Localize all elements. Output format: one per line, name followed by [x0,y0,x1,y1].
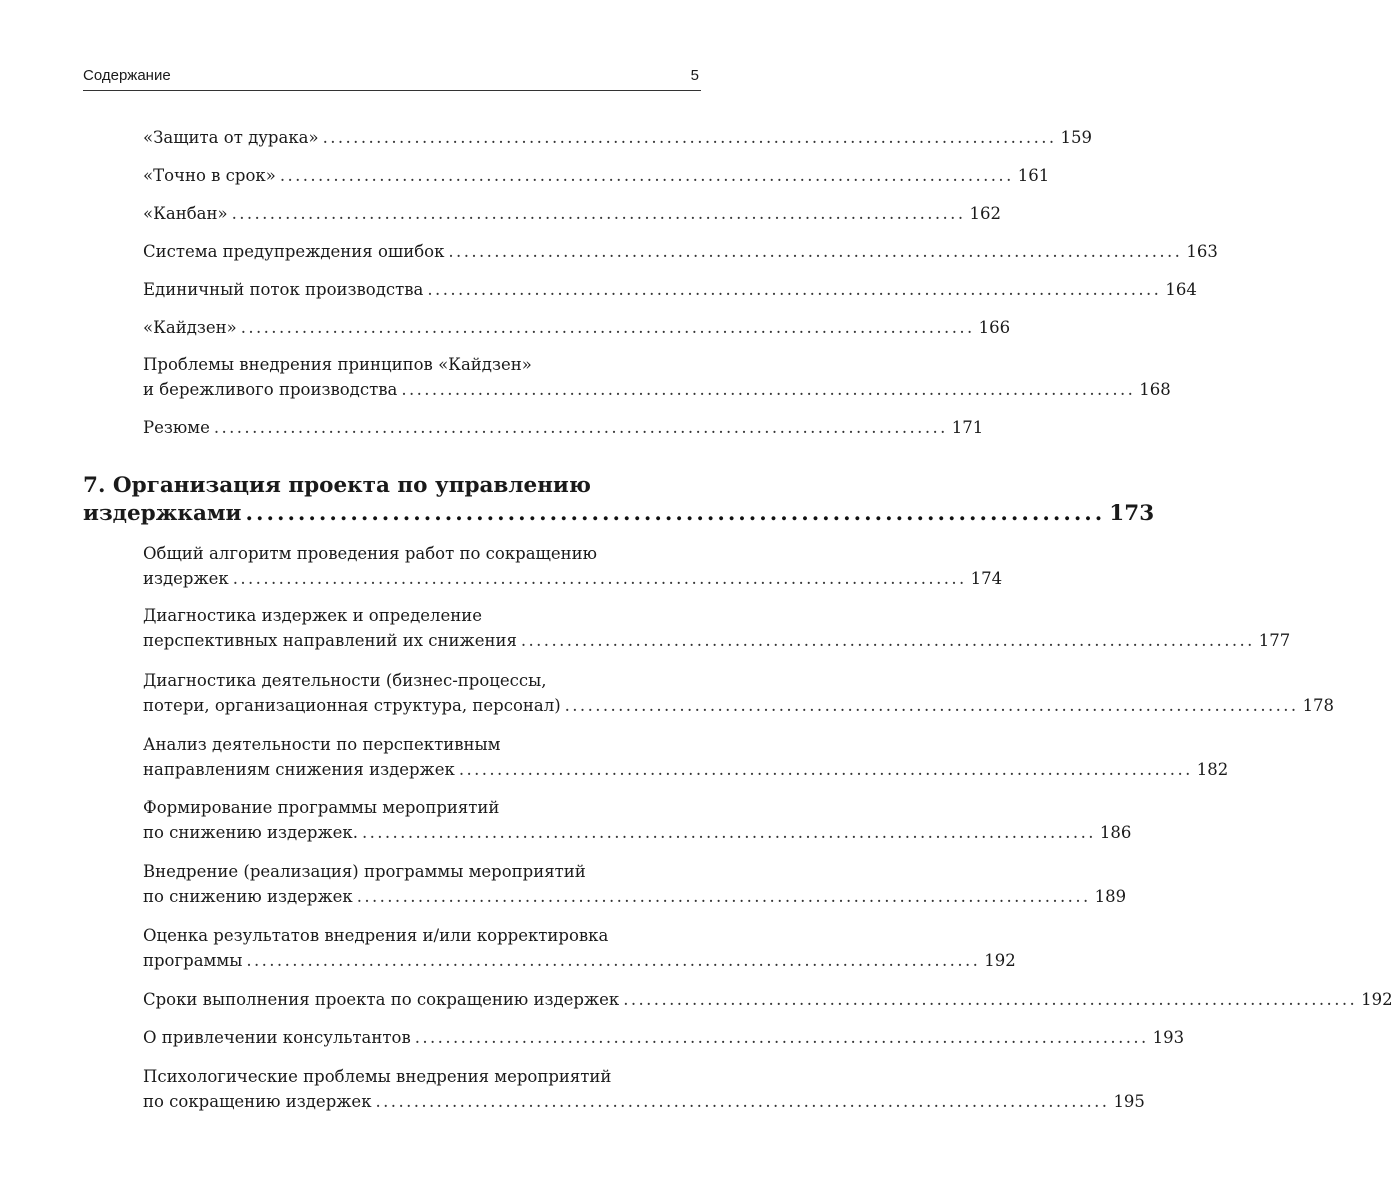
toc-entry-title: Общий алгоритм проведения работ по сокращению [143,544,597,563]
toc-entry-title: Диагностика деятельности (бизнес-процессы, [143,671,547,690]
dot-leader: ................................................................................................ [322,128,1057,147]
toc-entry[interactable] [143,280,1197,305]
toc-entry[interactable] [143,990,1393,1015]
toc-chapter-heading[interactable] [83,473,1155,529]
toc-entry[interactable] [143,166,1050,191]
dot-leader: ................................................................................................ [414,1028,1149,1047]
toc-entry[interactable] [143,355,1171,405]
toc-entry-title: «Канбан» [143,204,228,223]
toc-entry-page: 163 [1186,242,1218,261]
dot-leader: ................................................................................................ [240,318,975,337]
dot-leader: ................................................................................................ [246,951,981,970]
toc-entry-title: Формирование программы мероприятий [143,798,500,817]
toc-entry-title: Диагностика издержек и определение [143,606,482,625]
toc-entry-title: «Защита от дурака» [143,128,319,147]
toc-entry-title-cont: направлениям снижения издержек [143,760,455,779]
toc-entry[interactable] [143,1067,1145,1117]
dot-leader: ................................................................................................ [427,280,1162,299]
dot-leader: ................................................................................................ [401,380,1136,399]
toc-entry-title: «Кайдзен» [143,318,237,337]
chapter-title: 7. Организация проекта по управлению [83,473,591,498]
toc-entry-page: 189 [1094,887,1127,906]
toc-entry-page: 192 [1361,990,1393,1009]
toc-entry-title: Внедрение (реализация) программы мероприятий [143,862,586,881]
toc-entry-title: Резюме [143,418,210,437]
toc-entry-title: Сроки выполнения проекта по сокращению издержек [143,990,620,1009]
toc-entry-page: 174 [970,569,1003,588]
toc-entry[interactable] [143,242,1218,267]
toc-entry-title: «Точно в срок» [143,166,276,185]
toc-entry-page: 161 [1017,166,1050,185]
toc-entry-title: Психологические проблемы внедрения мероприятий [143,1067,612,1086]
toc-entry-title-cont: по снижению издержек [143,887,353,906]
dot-leader: ................................................................................................ [458,760,1193,779]
toc-entry-title: Единичный поток производства [143,280,424,299]
toc-entry[interactable] [143,544,1003,594]
dot-leader: ................................................................................................ [564,696,1299,715]
toc-entry-page: 186 [1099,823,1132,842]
toc-entry-page: 168 [1139,380,1171,399]
toc-entry-title: Анализ деятельности по перспективным [143,735,501,754]
toc-entry-title-cont: по сокращению издержек [143,1092,372,1111]
toc-entry[interactable] [143,735,1229,785]
toc-entry-page: 166 [978,318,1011,337]
dot-leader: ................................................................................................ [279,166,1014,185]
toc-entry-title-cont: перспективных направлений их снижения [143,631,517,650]
toc-entry-page: 164 [1165,280,1197,299]
toc-entry-page: 182 [1196,760,1229,779]
dot-leader: ................................................................................................ [375,1092,1110,1111]
toc-entry[interactable] [143,418,984,443]
chapter-page: 173 [1109,501,1155,526]
dot-leader: ................................................................................................ [232,569,967,588]
toc-entry-page: 193 [1152,1028,1185,1047]
toc-entry-title-cont: по снижению издержек. [143,823,358,842]
toc-entry[interactable] [143,1028,1185,1053]
toc-entry[interactable] [143,798,1132,848]
toc-entry-title-cont: потери, организационная структура, персонал) [143,696,561,715]
toc-entry[interactable] [143,606,1291,656]
toc-entry[interactable] [143,671,1335,721]
toc-entry[interactable] [143,128,1093,153]
toc-entry-title-cont: и бережливого производства [143,380,398,399]
chapter-title-cont: издержками [83,501,242,526]
toc-entry-page: 171 [951,418,984,437]
toc-entry-title: Проблемы внедрения принципов «Кайдзен» [143,355,532,374]
toc-entry-title-cont: программы [143,951,243,970]
toc-entry-page: 177 [1258,631,1291,650]
dot-leader: ................................................................................................ [520,631,1255,650]
toc-entry-title: О привлечении консультантов [143,1028,411,1047]
toc-entry-page: 159 [1060,128,1093,147]
page-number: 5 [690,67,699,84]
toc-entry-title-cont: издержек [143,569,229,588]
dot-leader: ................................................................................................ [231,204,966,223]
toc-entry-title: Система предупреждения ошибок [143,242,445,261]
dot-leader: ................................................................................................ [356,887,1091,906]
toc-entry[interactable] [143,926,1016,976]
toc-entry[interactable] [143,862,1127,912]
toc-entry[interactable] [143,318,1011,343]
toc-entry-page: 195 [1113,1092,1145,1111]
toc-entry-page: 162 [969,204,1001,223]
dot-leader: ................................................................................................ [623,990,1358,1009]
dot-leader: ................................................................................................ [213,418,948,437]
dot-leader: ................................................................................................ [361,823,1096,842]
toc-entry-page: 192 [984,951,1016,970]
running-head [83,66,701,91]
toc-entry[interactable] [143,204,1001,229]
dot-leader: .................................................................................. [245,501,1106,526]
section-title: Содержание [83,67,171,84]
toc-entry-page: 178 [1302,696,1335,715]
dot-leader: ................................................................................................ [448,242,1183,261]
toc-entry-title: Оценка результатов внедрения и/или корректировка [143,926,609,945]
